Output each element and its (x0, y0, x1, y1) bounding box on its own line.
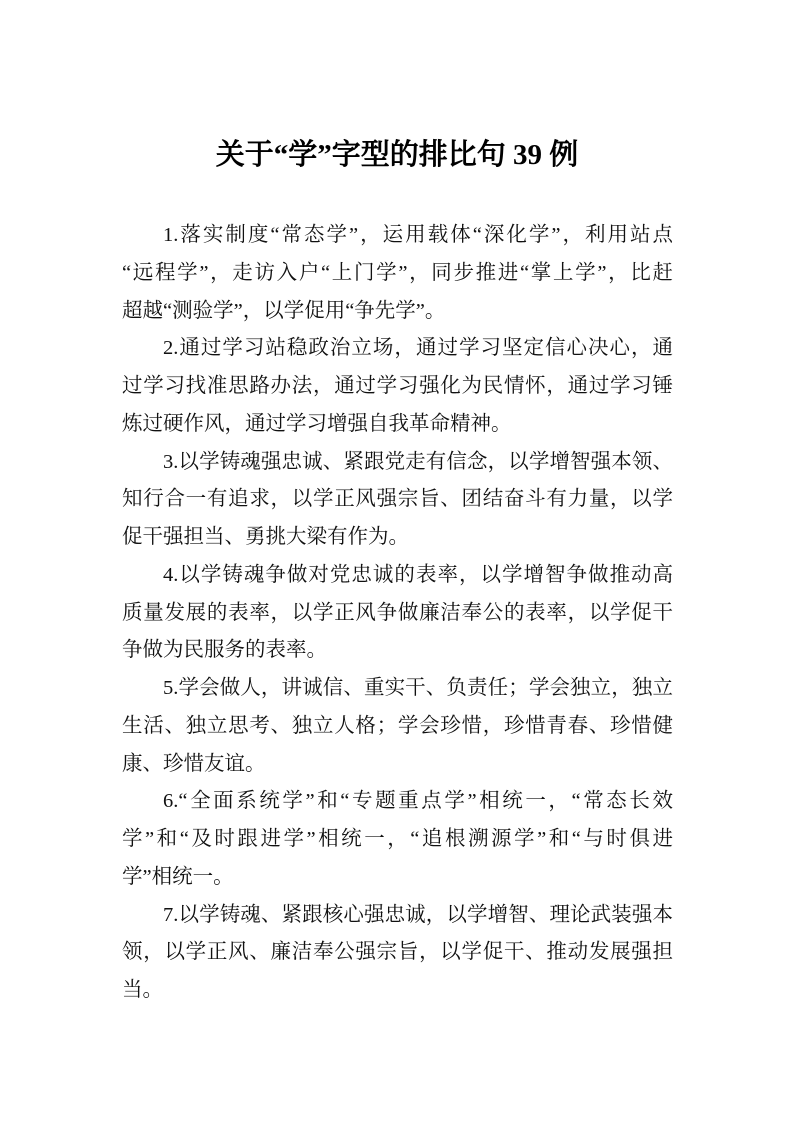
paragraph-3-line-2: 知行合一有追求，以学正风强宗旨、团结奋斗有力量，以学 (122, 488, 673, 511)
paragraph-2-line-3: 炼过硬作风，通过学习增强自我革命精神。 (122, 412, 512, 435)
paragraph-5 (122, 670, 673, 783)
paragraph-3 (122, 444, 673, 557)
paragraph-5-line-3: 康、珍惜友谊。 (122, 752, 266, 775)
paragraph-7-line-1: 7.以学铸魂、紧跟核心强忠诚，以学增智、理论武装强本 (163, 903, 673, 926)
paragraph-6-line-3: 学”相统一。 (122, 865, 234, 888)
paragraph-6-line-1: 6.“全面系统学”和“专题重点学”相统一，“常态长效 (163, 790, 673, 813)
paragraph-3-line-3: 促干强担当、勇挑大梁有作为。 (122, 526, 409, 548)
paragraph-1-line-2: “远程学”，走访入户“上门学”，同步推进“掌上学”，比赶 (122, 261, 673, 284)
paragraph-3-line-1: 3.以学铸魂强忠诚、紧跟党走有信念，以学增智强本领、 (163, 450, 673, 473)
paragraph-7-line-3: 当。 (122, 979, 163, 1001)
paragraph-4 (122, 557, 673, 670)
paragraph-2-line-1: 2.通过学习站稳政治立场，通过学习坚定信心决心，通 (163, 337, 673, 360)
paragraph-6 (122, 783, 673, 896)
paragraph-7 (122, 897, 673, 1010)
paragraph-2 (122, 330, 673, 443)
paragraph-1 (122, 217, 673, 330)
paragraph-4-line-1: 4.以学铸魂争做对党忠诚的表率，以学增智争做推动高 (163, 563, 673, 586)
paragraph-5-line-1: 5.学会做人，讲诚信、重实干、负责任；学会独立，独立 (163, 677, 673, 699)
paragraph-6-line-2: 学”和“及时跟进学”相统一，“追根溯源学”和“与时俱进 (122, 828, 673, 850)
paragraph-4-line-2: 质量发展的表率，以学正风争做廉洁奉公的表率，以学促干 (122, 601, 673, 624)
paragraph-1-line-3: 超越“测验学”，以学促用“争先学”。 (122, 299, 446, 322)
paragraph-5-line-2: 生活、独立思考、独立人格；学会珍惜，珍惜青春、珍惜健 (122, 714, 673, 737)
document-title: 关于“学”字型的排比句 39 例 (215, 139, 579, 171)
document-body (122, 217, 673, 1010)
paragraph-1-line-1: 1.落实制度“常态学”，运用载体“深化学”，利用站点 (163, 224, 673, 246)
paragraph-2-line-2: 过学习找准思路办法，通过学习强化为民情怀，通过学习锤 (122, 375, 673, 397)
paragraph-4-line-3: 争做为民服务的表率。 (122, 639, 327, 662)
paragraph-7-line-2: 领，以学正风、廉洁奉公强宗旨，以学促干、推动发展强担 (122, 941, 673, 964)
